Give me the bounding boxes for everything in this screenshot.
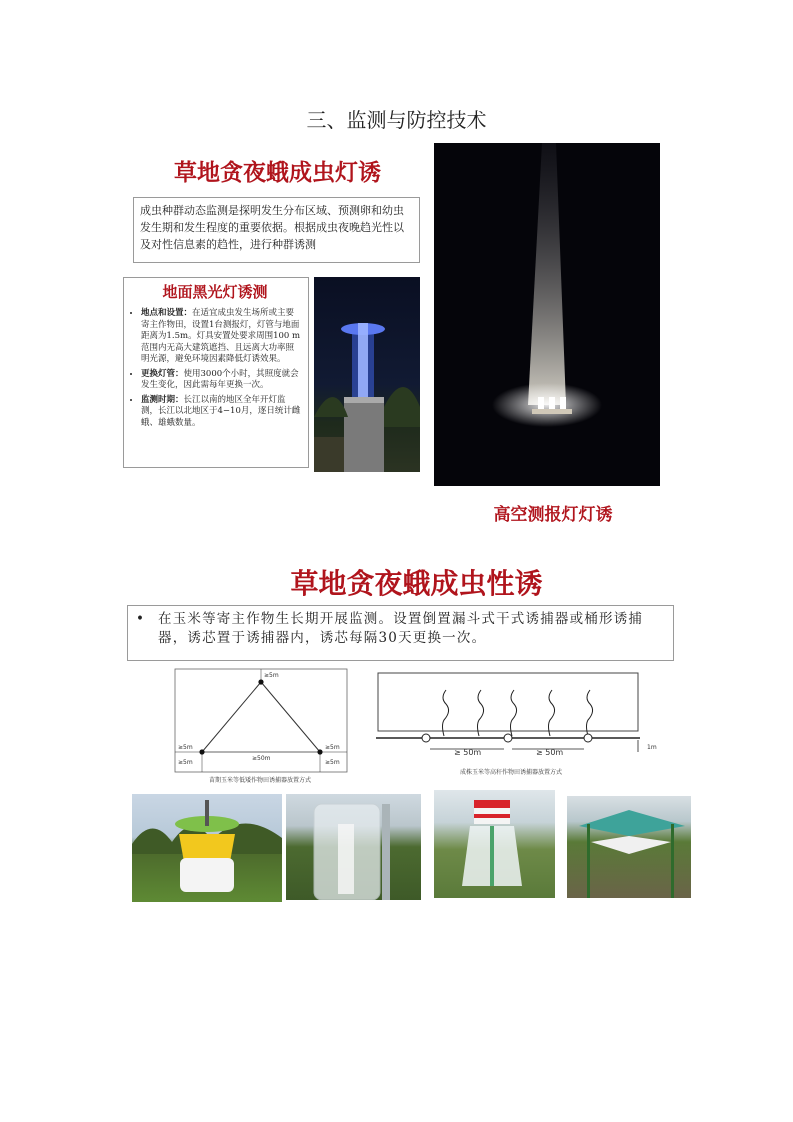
pheromone-trap-title: 草地贪夜蛾成虫性诱 [290, 567, 543, 600]
diagram-corner-left-label: ≥5m [178, 759, 193, 766]
funnel-trap-photo [132, 794, 282, 902]
low-crop-diagram-caption: 苗期玉米等低矮作物田诱捕器放置方式 [208, 777, 312, 784]
diagram-gap2-label: ≥ 50m [536, 748, 564, 757]
list-item: • 更换灯管：使用3000个小时，其照度就会发生变化，因此需每年更换一次。 [141, 369, 302, 392]
canopy-trap-photo [567, 796, 691, 898]
light-trap-intro-box [133, 197, 420, 263]
ground-light-box [123, 277, 309, 468]
section-title: 三、监测与防控技术 [306, 108, 487, 132]
high-altitude-light-photo [434, 143, 660, 486]
light-trap-title: 草地贪夜蛾成虫灯诱 [174, 159, 381, 186]
funnel-trap-crop-photo [434, 790, 555, 898]
bucket-trap-field-photo [286, 794, 421, 900]
light-trap-intro-text: 成虫种群动态监测是探明发生分布区域、预测卵和幼虫发生期和发生程度的重要依据。根据成虫夜晚趋光性以及对性信息素的趋性，进行种群诱测 [140, 204, 404, 251]
diagram-corner-right-label: ≥5m [325, 759, 340, 766]
diagram-top-label: ≥5m [264, 672, 279, 679]
high-altitude-caption: 高空测报灯灯诱 [493, 505, 613, 525]
diagram-gap1-label: ≥ 50m [454, 748, 482, 757]
pheromone-bullet-text: 在玉米等寄主作物生长期开展监测。设置倒置漏斗式干式诱捕器或桶形诱捕器，诱芯置于诱捕器内，诱芯每隔30天更换一次。 [158, 611, 644, 646]
pheromone-bullet [136, 610, 663, 648]
diagram-left-label: ≥5m [178, 744, 193, 751]
pheromone-bullet-box [127, 605, 674, 661]
ground-light-list [128, 308, 302, 429]
ground-light-photo [314, 277, 420, 472]
ground-light-title: 地面黑光灯诱测 [162, 283, 268, 301]
list-item: • 监测时期：长江以南的地区全年开灯监测，长江以北地区于4−10月，逐日统计雌蛾、雄蛾数量。 [141, 395, 302, 430]
diagram-right-label: ≥5m [325, 744, 340, 751]
diagram-base-label: ≥50m [252, 755, 271, 762]
low-crop-trap-diagram [172, 668, 348, 786]
tall-crop-diagram-caption: 成株玉米等高秆作物田诱捕器放置方式 [459, 769, 563, 776]
ground-light-illustration [314, 277, 420, 472]
bullet-mark: • [136, 611, 144, 627]
tall-crop-trap-diagram [376, 672, 666, 782]
diagram-height-label: 1m [647, 744, 657, 751]
list-item: • 地点和设置：在适宜成虫发生场所或主要寄主作物田，设置1台测报灯，灯管与地面距离为1.5m。灯具安置处要求周围100 m范围内无高大建筑遮挡、且远离大功率照明光源，避免环境因素降低灯诱效果。 [141, 308, 302, 366]
high-altitude-beam-illustration [434, 143, 660, 486]
